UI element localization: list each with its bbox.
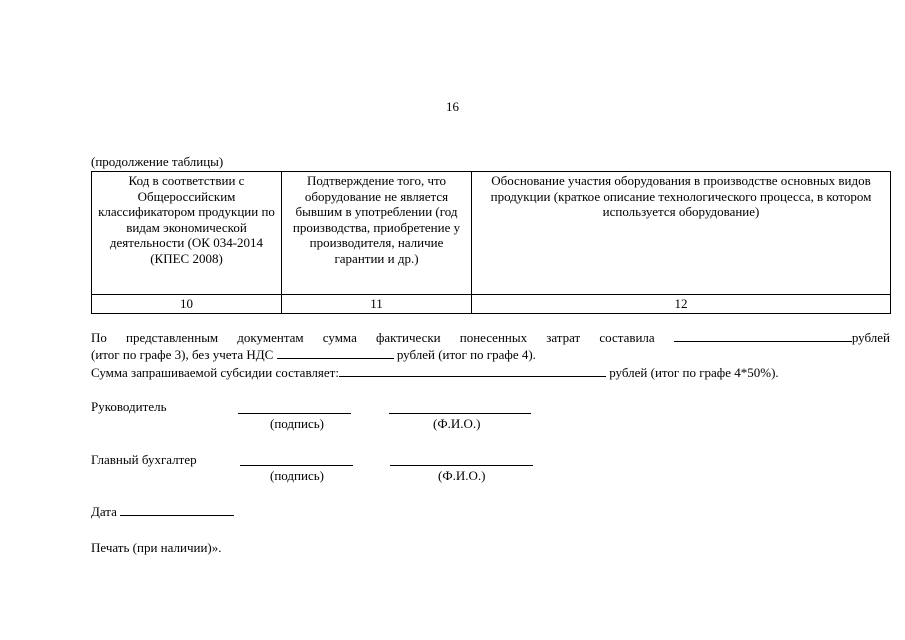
- stamp-label: Печать (при наличии)».: [91, 540, 222, 555]
- costs-total-blank: [674, 329, 852, 342]
- table-header-row: [92, 172, 891, 295]
- table-caption: (продолжение таблицы): [91, 154, 224, 169]
- column-number: 12: [472, 295, 891, 314]
- summary-line-2: [91, 346, 536, 363]
- date-label: Дата: [91, 504, 117, 519]
- date-blank: [120, 503, 234, 516]
- header-equipment-new-confirmation: Подтверждение того, что оборудование не является бывшим в употреблении (год производства, приобретение у производителя, наличие гарантии и др.): [282, 172, 472, 295]
- summary-line-3: [91, 364, 779, 381]
- head-label: Руководитель: [91, 399, 167, 414]
- accountant-name-caption: (Ф.И.О.): [438, 468, 486, 483]
- without-vat-blank: [277, 346, 394, 359]
- head-name-caption: (Ф.И.О.): [433, 416, 481, 431]
- accountant-label: Главный бухгалтер: [91, 452, 197, 467]
- accountant-name-line: [390, 465, 533, 466]
- subsidy-total-text: рублей (итог по графе 4*50%).: [609, 365, 779, 380]
- head-signature-caption: (подпись): [270, 416, 324, 431]
- header-equipment-justification: Обоснование участия оборудования в производстве основных видов продукции (краткое описание технологического процесса, в котором используется оборудование): [472, 172, 891, 295]
- rubles-label: рублей: [851, 330, 890, 345]
- summary-line-1: [91, 329, 890, 346]
- summary-costs-text: По представленным документам сумма фактически понесенных затрат составила: [91, 330, 655, 345]
- accountant-signature-line: [240, 465, 353, 466]
- header-okpd-code: Код в соответствии с Общероссийским классификатором продукции по видам экономической деятельности (ОК 034-2014 (КПЕС 2008): [92, 172, 282, 295]
- head-name-line: [389, 413, 531, 414]
- column-number: 10: [92, 295, 282, 314]
- head-signature-line: [238, 413, 351, 414]
- accountant-signature-caption: (подпись): [270, 468, 324, 483]
- column-number-row: [92, 295, 891, 314]
- without-vat-text: (итог по графе 3), без учета НДС: [91, 347, 274, 362]
- column4-total-text: рублей (итог по графе 4).: [396, 347, 536, 362]
- column-number: 11: [282, 295, 472, 314]
- continued-table: [91, 171, 891, 314]
- requested-subsidy-blank: [339, 364, 606, 377]
- requested-subsidy-text: Сумма запрашиваемой субсидии составляет:: [91, 365, 339, 380]
- date-row: [91, 503, 234, 520]
- page-number: 16: [446, 99, 459, 114]
